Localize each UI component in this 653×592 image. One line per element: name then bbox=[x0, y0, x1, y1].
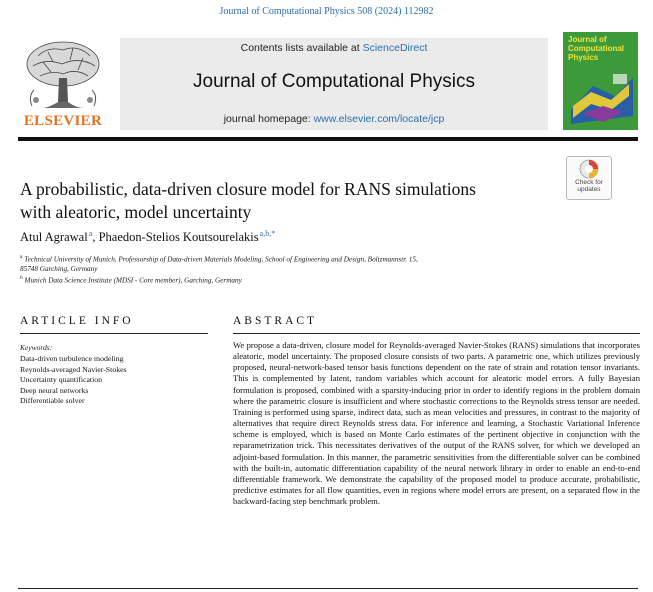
author-separator: , bbox=[92, 230, 99, 245]
footer-rule bbox=[18, 588, 638, 589]
author-list bbox=[20, 229, 580, 245]
keywords-list bbox=[20, 354, 205, 407]
author-koutsourelakis[interactable]: Phaedon-Stelios Koutsourelakis bbox=[98, 230, 259, 245]
contents-prefix: Contents lists available at bbox=[240, 42, 363, 54]
affiliation-b bbox=[20, 273, 580, 285]
affil-marker: b bbox=[20, 275, 23, 281]
homepage-link[interactable]: www.elsevier.com/locate/jcp bbox=[313, 113, 445, 125]
abstract-text: We propose a data-driven, closure model for Reynolds-averaged Navier-Stokes (RANS) simulations that incorporates aleatoric, model uncertainty. The proposed closure consists of two parts. A parametric one, which utilizes previously proposed, neural-network-based tensor basis functions dependent on the rate of strain and rotation tensor invariants. This is complemented by latent, random variables which account for aleatoric model errors. A fully Bayesian formulation is proposed, combined with a sparsity-inducing prior in order to identify regions in the problem domain where the parametric closure is insufficient and where stochastic corrections to the Reynolds stress tensor are needed. Training is performed using sparse, indirect data, such as mean velocities and pressures, in contrast to the majority of alternatives that require direct Reynolds stress data. For inference and learning, a Stochastic Variational Inference scheme is employed, which is based on Monte Carlo estimates of the pertinent objective in conjunction with the reparametrization trick. This necessitates derivatives of the output of the RANS solver, for which we developed an adjoint-based formulation. In this manner, the parametric sensitivities from the differentiable solver can be combined with the built-in, automatic differentiation capability of the neural network library in order to enable an end-to-end differentiable framework. We demonstrate the capability of the proposed model to produce accurate, probabilistic, predictive estimates for all flow quantities, even in regions where model errors are present, on a separated flow in the backward-facing step benchmark problem. bbox=[233, 340, 640, 507]
check-for-updates-badge[interactable] bbox=[566, 156, 612, 200]
journal-title[interactable]: Journal of Computational Physics bbox=[193, 71, 475, 92]
keyword-item: Data-driven turbulence modeling bbox=[20, 354, 124, 363]
keywords-label: Keywords: bbox=[20, 343, 53, 352]
affil-line: 85748 Garching, Germany bbox=[20, 265, 98, 274]
author-affil-ref[interactable]: a,b,* bbox=[259, 229, 276, 238]
header-rule bbox=[18, 137, 638, 141]
paper-title bbox=[20, 178, 560, 224]
title-line-1: A probabilistic, data-driven closure model for RANS simulations bbox=[20, 179, 476, 199]
author-affil-ref[interactable]: a bbox=[88, 229, 93, 238]
sciencedirect-link[interactable]: ScienceDirect bbox=[362, 42, 428, 54]
keyword-item: Reynolds-averaged Navier-Stokes bbox=[20, 364, 127, 374]
keyword-item: Deep neural networks bbox=[20, 385, 89, 395]
article-info-rule bbox=[20, 333, 208, 334]
affil-marker: a bbox=[20, 254, 23, 260]
check-line1: Check for bbox=[575, 179, 603, 186]
check-for-updates-label bbox=[567, 179, 611, 193]
keyword-item: Differentiable solver bbox=[20, 396, 85, 406]
journal-cover-thumbnail[interactable] bbox=[563, 32, 638, 130]
elsevier-wordmark: ELSEVIER bbox=[23, 113, 103, 129]
affil-line: Munich Data Science Institute (MDSI - Core member), Garching, Germany bbox=[24, 276, 242, 285]
cover-title: Journal of Computational Physics bbox=[568, 35, 624, 62]
homepage-prefix: journal homepage: bbox=[223, 113, 314, 125]
article-info-heading: ARTICLE INFO bbox=[20, 315, 134, 327]
journal-reference[interactable]: Journal of Computational Physics 508 (2024) 112982 bbox=[219, 6, 434, 17]
affil-line: Technical University of Munich, Professorship of Data-driven Materials Modeling, School of Engineering and Design, Boltzmannstr. 15, bbox=[24, 255, 418, 264]
crossmark-icon bbox=[579, 159, 599, 179]
title-line-2: with aleatoric, model uncertainty bbox=[20, 202, 252, 222]
keyword-item: Uncertainty quantification bbox=[20, 375, 103, 385]
homepage-line bbox=[120, 113, 548, 125]
author-agrawal[interactable]: Atul Agrawal bbox=[20, 230, 88, 245]
abstract-rule bbox=[233, 333, 640, 334]
contents-line bbox=[120, 42, 548, 54]
affiliation-a bbox=[20, 252, 580, 274]
cover-artwork-icon bbox=[563, 66, 638, 130]
abstract-heading: ABSTRACT bbox=[233, 315, 318, 327]
check-line2: updates bbox=[577, 186, 601, 193]
